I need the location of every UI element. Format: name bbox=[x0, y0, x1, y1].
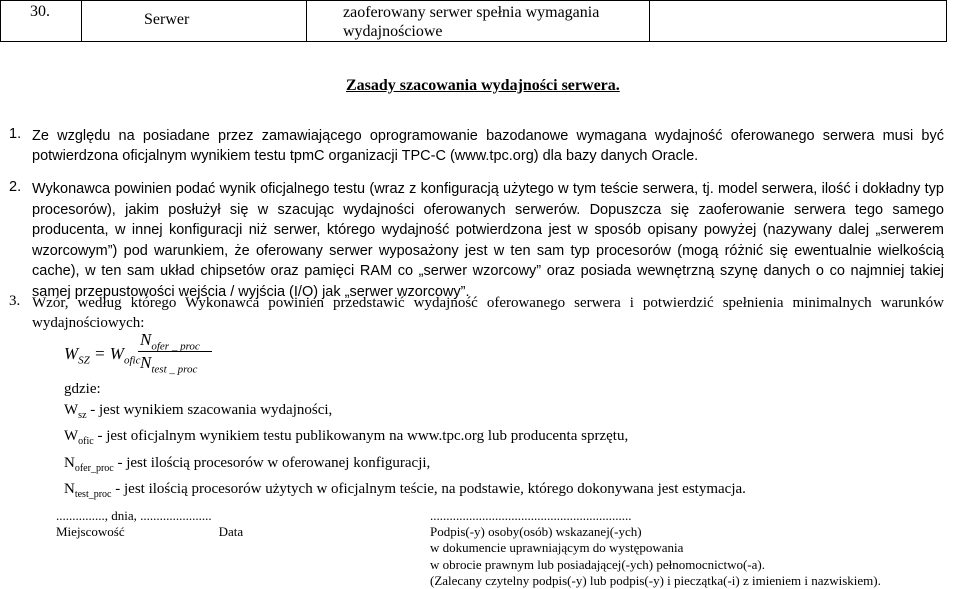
place-label: Miejscowość bbox=[56, 524, 125, 540]
definition-line: $W_{ofic}$ - jest oficjalnym wynikiem testu publikowanym na www.tpc.org lub producenta sprzętu, bbox=[64, 428, 629, 448]
formula-lhs: $W_{SZ} = W_{ofic}$ bbox=[64, 344, 141, 367]
row-number-cell bbox=[1, 1, 82, 42]
requirement-text: zaoferowany serwer spełnia wymagania wydajnościowe bbox=[343, 4, 600, 40]
definitions-intro: gdzie: bbox=[64, 381, 101, 397]
fraction-bar bbox=[138, 351, 212, 352]
signature-line: w obrocie prawnym lub posiadającej(-ych) pełnomocnictwo(-a). bbox=[430, 556, 765, 572]
definitions bbox=[64, 379, 746, 506]
item-name-cell bbox=[82, 1, 307, 42]
definition-line: $N_{ofer\_proc}$ - jest ilością procesorów w oferowanej konfiguracji, bbox=[64, 454, 431, 474]
requirements-table-row bbox=[0, 0, 947, 42]
formula-denominator: $N_{test \_ proc}$ bbox=[140, 353, 198, 376]
requirement-cell bbox=[307, 1, 650, 42]
formula-numerator: $N_{ofer \_ proc}$ bbox=[140, 330, 200, 353]
signature-dots: .............................................................. bbox=[430, 508, 632, 523]
item-number: 2. bbox=[9, 179, 22, 195]
signature-line: w dokumencie uprawniającym do występowania bbox=[430, 540, 684, 556]
paragraph-3: Wzór, według którego Wykonawca powinien przedstawić wydajność oferowanego serwera i potwierdzić spełnienia minimalnych warunków wydajnościowych: bbox=[32, 295, 944, 331]
date-label: Data bbox=[218, 524, 244, 540]
paragraph-2: Wykonawca powinien podać wynik oficjalnego testu (wraz z konfiguracją użytego w tym teście serwera, tj. model serwera, ilość i dokładny typ procesorów), jakim posłużył się w szacując wydajności oferowanych serwerów. Dopuszcza się zaoferowanie serwera tego samego producenta, w innej konfiguracji niż serwer, którego wydajność potwierdzona jest w sposób opisany powyżej (nazywany dalej „serwerem wzorcowym”) pod warunkiem, że oferowany serwer wyposażony jest w ten sam typ procesorów (mogą różnić się ewentualnie wielkością cache), w ten sam układ chipsetów oraz pamięci RAM co „serwer wzorcowy” oraz posiada wewnętrzną szynę danych o co najmniej takiej samej przepustowości wejścia / wyjścia (I/O) jak „serwer wzorcowy”. bbox=[32, 181, 944, 300]
item-number: 3. bbox=[9, 293, 21, 309]
place-date-dots: ..............., dnia, ...................... bbox=[56, 508, 212, 523]
item-name: Serwer bbox=[144, 11, 190, 28]
paragraph-1: Ze względu na posiadane przez zamawiającego oprogramowanie bazodanowe wymagana wydajność oferowanego serwera musi być potwierdzona oficjalnym wynikiem testu tpmC organizacji TPC-C (www.tpc.org) dla bazy danych Oracle. bbox=[32, 128, 944, 164]
signature-line: Podpis(-y) osoby(osób) wskazanej(-ych) bbox=[430, 524, 642, 540]
row-number: 30. bbox=[30, 3, 50, 20]
definition-line: $W_{sz}$ - jest wynikiem szacowania wydajności, bbox=[64, 401, 333, 421]
signature-left bbox=[56, 508, 243, 540]
signature-right bbox=[430, 508, 881, 589]
definition-line: $N_{test\_proc}$ - jest ilością procesorów użytych w oficjalnym teście, na podstawie, którego dokonywana jest estymacja. bbox=[64, 481, 746, 501]
signature-line: (Zalecany czytelny podpis(-y) lub podpis(-y) i pieczątka(-i) z imieniem i nazwiskiem). bbox=[430, 572, 881, 588]
empty-cell bbox=[650, 1, 947, 42]
item-number: 1. bbox=[9, 126, 22, 142]
section-heading: Zasady szacowania wydajności serwera. bbox=[346, 77, 620, 94]
